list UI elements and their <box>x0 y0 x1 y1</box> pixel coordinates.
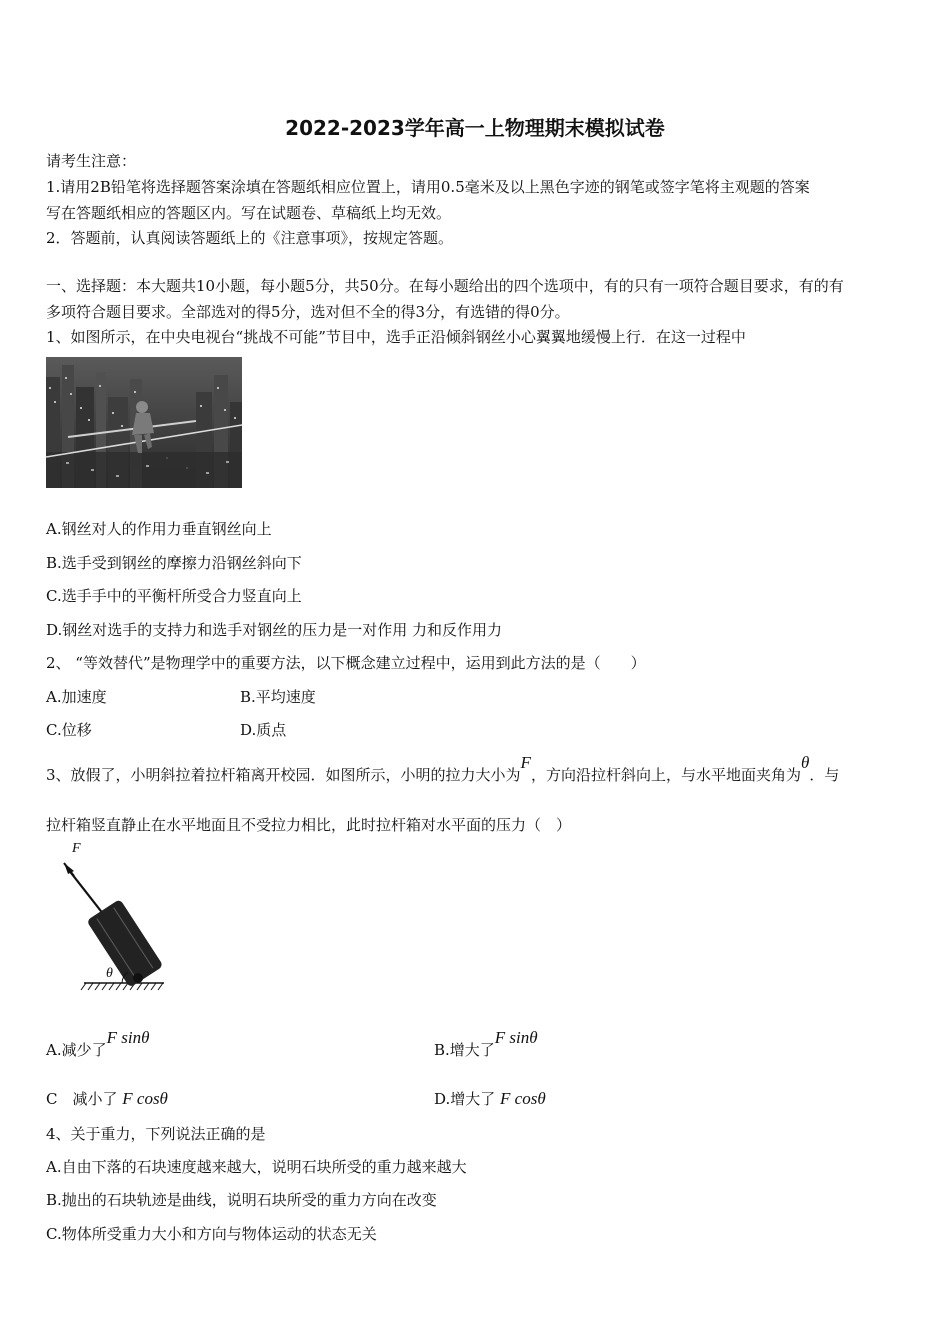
question-3-option-b-prefix: B.增大了 <box>434 1041 495 1059</box>
question-1-option-c: C.选手手中的平衡杆所受合力竖直向上 <box>46 587 302 605</box>
question-1-option-b: B.选手受到钢丝的摩擦力沿钢丝斜向下 <box>46 554 302 572</box>
question-3-option-a-prefix: A.减少了 <box>46 1041 107 1059</box>
question-2-option-c: C.位移 <box>46 721 92 739</box>
question-3-option-c-formula: F cosθ <box>122 1089 168 1108</box>
section-1-instructions-line-1: 一、选择题：本大题共10小题，每小题5分，共50分。在每小题给出的四个选项中，有的只有一项符合题目要求，有的有 <box>46 277 844 295</box>
question-3-stem-line-1 <box>46 753 840 785</box>
question-3-var-f: F <box>520 753 531 772</box>
question-3-stem-part-b: ，方向沿拉杆斜向上，与水平地面夹角为 <box>530 766 801 784</box>
question-4-stem: 4、关于重力，下列说法正确的是 <box>46 1125 266 1143</box>
question-3-option-c-prefix: C 减小了 <box>46 1090 118 1108</box>
page-title: 2022-2023学年高一上物理期末模拟试卷 <box>285 116 665 140</box>
figure-label-theta: θ <box>106 966 113 981</box>
question-2-stem: 2、 “等效替代”是物理学中的重要方法，以下概念建立过程中，运用到此方法的是（ ） <box>46 654 646 672</box>
question-3-stem-part-a: 3、放假了，小明斜拉着拉杆箱离开校园．如图所示，小明的拉力大小为 <box>46 766 521 784</box>
question-3-stem-part-c: ．与 <box>809 766 840 784</box>
question-3-option-c <box>46 1089 168 1109</box>
question-3-option-d <box>434 1089 546 1109</box>
notice-item-1-line-2: 写在答题纸相应的答题区内。写在试题卷、草稿纸上均无效。 <box>46 204 452 222</box>
question-3-option-b-formula: F sinθ <box>494 1028 538 1047</box>
question-4-option-a: A.自由下落的石块速度越来越大，说明石块所受的重力越来越大 <box>46 1158 467 1176</box>
question-3-stem-line-2: 拉杆箱竖直静止在水平地面且不受拉力相比，此时拉杆箱对水平面的压力（ ） <box>46 816 572 834</box>
question-2-option-d: D.质点 <box>240 721 287 739</box>
suitcase-figure <box>46 841 176 995</box>
question-3-option-d-formula: F cosθ <box>500 1089 546 1108</box>
notice-item-2: 2．答题前，认真阅读答题纸上的《注意事项》，按规定答题。 <box>46 229 454 247</box>
question-3-option-d-prefix: D.增大了 <box>434 1090 496 1108</box>
section-1-instructions-line-2: 多项符合题目要求。全部选对的得5分，选对但不全的得3分，有选错的得0分。 <box>46 303 570 321</box>
question-4-option-b: B.抛出的石块轨迹是曲线，说明石块所受的重力方向在改变 <box>46 1191 437 1209</box>
question-2-option-b: B.平均速度 <box>240 688 316 706</box>
tightrope-photo <box>46 357 242 488</box>
question-1-stem: 1、如图所示，在中央电视台“挑战不可能”节目中，选手正沿倾斜钢丝小心翼翼地缓慢上行．在这一过程中 <box>46 328 746 346</box>
question-3-option-a-formula: F sinθ <box>106 1028 150 1047</box>
question-4-option-c: C.物体所受重力大小和方向与物体运动的状态无关 <box>46 1225 377 1243</box>
question-3-var-theta: θ <box>800 753 810 772</box>
question-3-option-a <box>46 1028 150 1060</box>
question-2-option-a: A.加速度 <box>46 688 107 706</box>
notice-header: 请考生注意： <box>46 152 137 170</box>
question-1-option-d: D.钢丝对选手的支持力和选手对钢丝的压力是一对作用 力和反作用力 <box>46 621 503 639</box>
figure-label-f: F <box>72 841 81 856</box>
question-1-option-a: A.钢丝对人的作用力垂直钢丝向上 <box>46 520 272 538</box>
question-3-option-b <box>434 1028 538 1060</box>
notice-item-1-line-1: 1.请用2B铅笔将选择题答案涂填在答题纸相应位置上，请用0.5毫米及以上黑色字迹的钢笔或签字笔将主观题的答案 <box>46 178 810 196</box>
